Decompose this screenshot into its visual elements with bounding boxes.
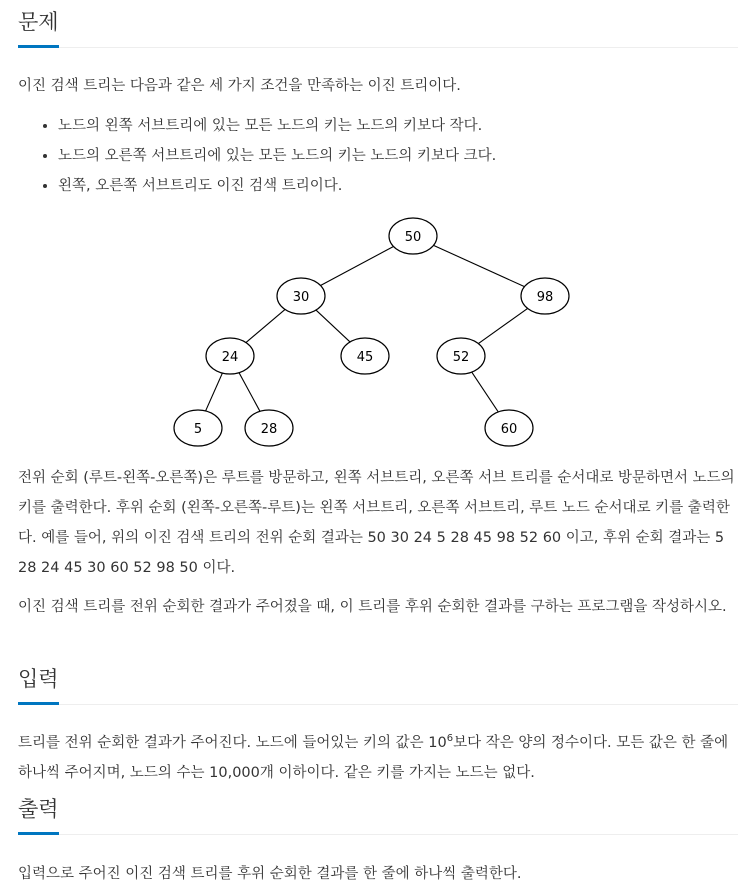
input-text-part2: 보다 작은 양의 정수이다. 모든 값은 한 줄에 하나씩 주어지며, 노드의 수는 10,000개 이하이다. 같은 키를 가지는 노드는 없다. (18, 735, 729, 781)
tree-node-label: 45 (356, 350, 374, 365)
input-description (18, 728, 738, 788)
task-paragraph: 이진 검색 트리를 전위 순회한 결과가 주어졌을 때, 이 트리를 후위 순회한 결과를 구하는 프로그램을 작성하시오. (18, 599, 727, 615)
conditions-list (18, 111, 496, 201)
tree-node-label: 24 (221, 350, 239, 365)
output-description: 입력으로 주어진 이진 검색 트리를 후위 순회한 결과를 한 줄에 하나씩 출력한다. (18, 866, 522, 882)
tree-node-24 (206, 338, 254, 374)
tree-node-label: 28 (260, 422, 278, 437)
tree-node-30 (277, 278, 325, 314)
tree-node-label: 60 (500, 422, 518, 437)
traversal-paragraph: 전위 순회 (루트-왼쪽-오른쪽)은 루트를 방문하고, 왼쪽 서브트리, 오른쪽 서브 트리를 순서대로 방문하면서 노드의 키를 출력한다. 후위 순회 (왼쪽-오른쪽-루트)는 왼쪽 서브트리, 오른쪽 서브트리, 루트 노드 순서대로 키를 출력한다. 예를 들어, 위의 이진 검색 트리의 전위 순회 결과는 50 30 24 5 28 45 98 52 60 이고, 후위 순회 결과는 5 28 24 45 30 60 52 98 50 이다. (18, 470, 735, 576)
input-power: 6 (446, 733, 454, 744)
bst-diagram (168, 212, 554, 448)
input-heading: 입력 (18, 665, 59, 705)
tree-node-45 (341, 338, 389, 374)
tree-node-label: 50 (404, 230, 422, 245)
tree-node-label: 52 (452, 350, 470, 365)
tree-edge-50-30 (321, 246, 394, 285)
condition-item: • 노드의 오른쪽 서브트리에 있는 모든 노드의 키는 노드의 키보다 크다. (58, 141, 496, 171)
tree-node-5 (174, 410, 222, 446)
condition-item: • 노드의 왼쪽 서브트리에 있는 모든 노드의 키는 노드의 키보다 작다. (58, 111, 496, 141)
condition-item: • 왼쪽, 오른쪽 서브트리도 이진 검색 트리이다. (58, 171, 496, 201)
tree-node-52 (437, 338, 485, 374)
tree-edge-50-98 (434, 245, 525, 286)
output-heading: 출력 (18, 795, 59, 835)
tree-edge-30-45 (316, 310, 350, 342)
output-section-header (18, 795, 738, 835)
tree-edge-24-5 (206, 373, 223, 411)
tree-node-28 (245, 410, 293, 446)
tree-edge-98-52 (478, 308, 527, 343)
tree-node-50 (389, 218, 437, 254)
input-section-header (18, 665, 738, 705)
problem-heading: 문제 (18, 8, 59, 48)
input-text-part1: 트리를 전위 순회한 결과가 주어진다. 노드에 들어있는 키의 값은 10 (18, 735, 447, 751)
tree-node-label: 98 (536, 290, 554, 305)
tree-node-98 (521, 278, 569, 314)
tree-edge-24-28 (239, 373, 260, 412)
problem-section-header (18, 8, 738, 48)
tree-node-label: 30 (292, 290, 310, 305)
tree-edge-30-24 (246, 309, 285, 342)
tree-node-60 (485, 410, 533, 446)
tree-edge-52-60 (472, 372, 499, 412)
problem-intro: 이진 검색 트리는 다음과 같은 세 가지 조건을 만족하는 이진 트리이다. (18, 78, 461, 94)
tree-node-label: 5 (193, 422, 203, 437)
